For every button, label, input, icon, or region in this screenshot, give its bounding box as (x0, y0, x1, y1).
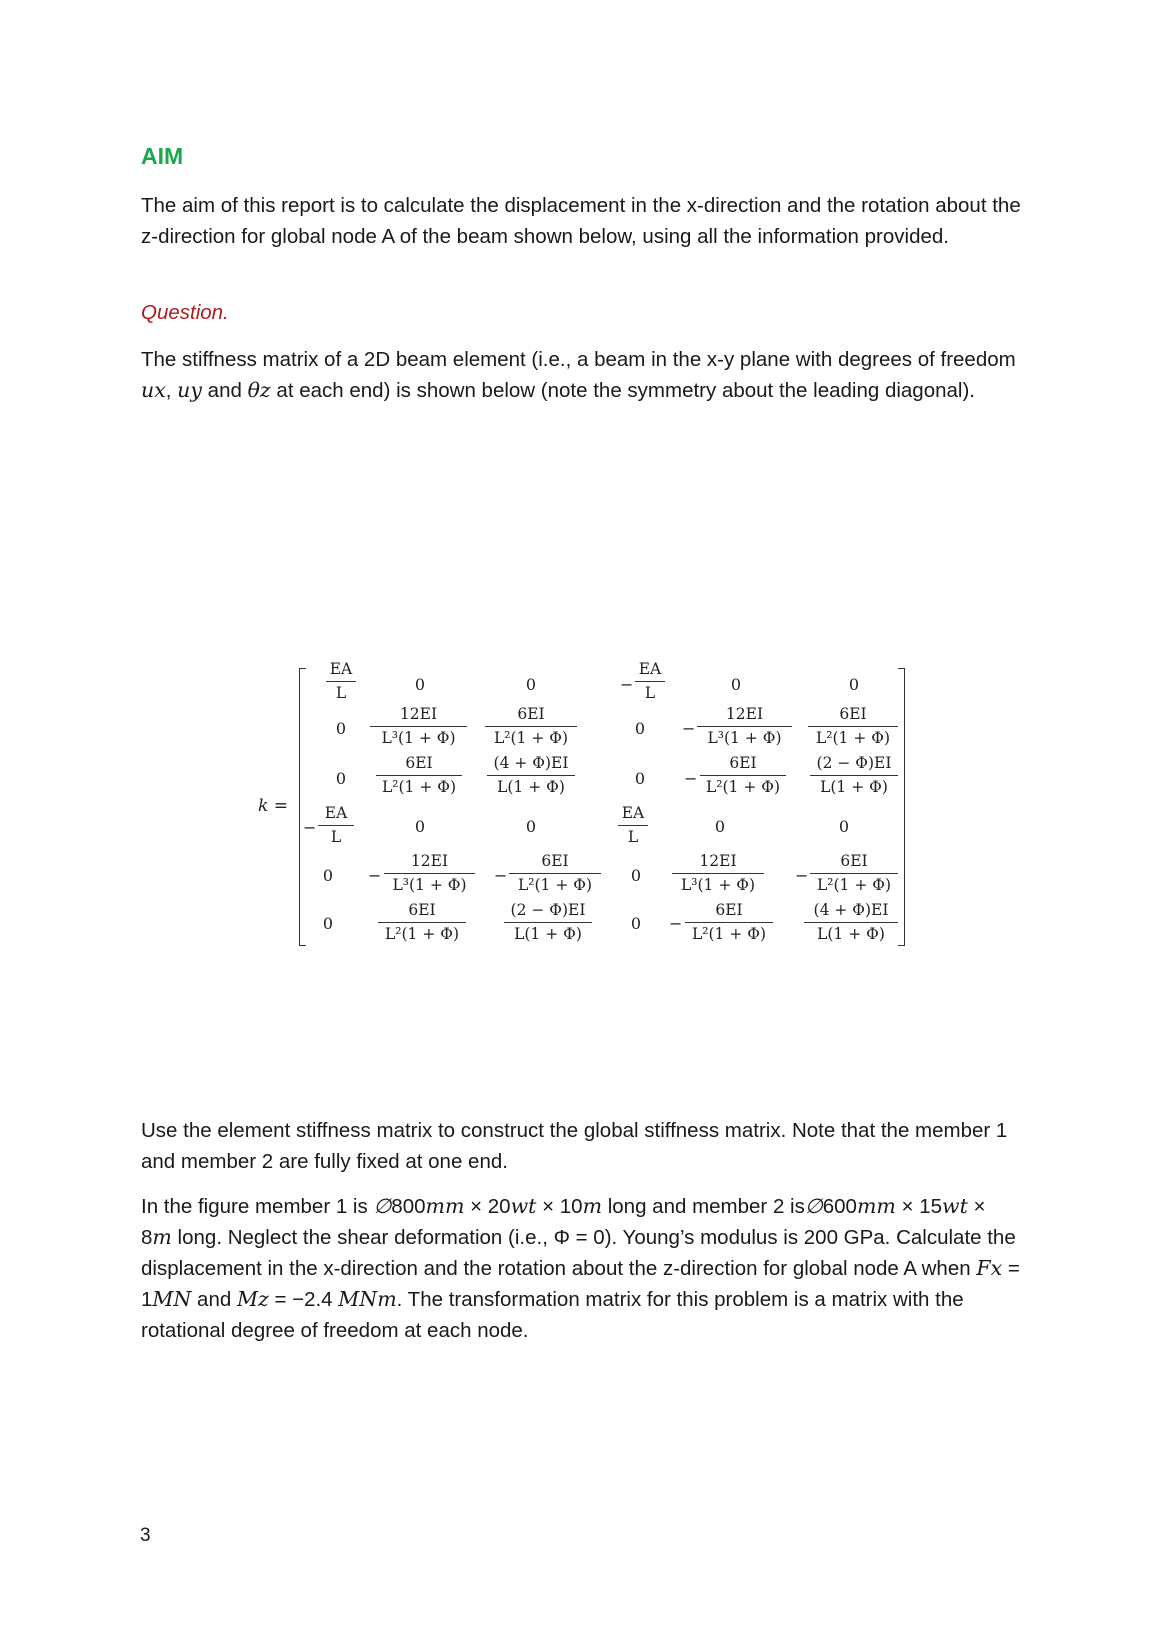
m-r5c3: 6EI L²(1 + Φ) (509, 850, 601, 897)
global-matrix-paragraph: Use the element stiffness matrix to construct the global stiffness matrix. Note that the member 1 and member 2 are fully fixed at one end. (141, 1119, 1008, 1173)
m-r3c5: 6EI L²(1 + Φ) (700, 752, 786, 799)
matrix-k-label: k = (258, 796, 288, 816)
m-r5c2-minus: − (368, 866, 382, 885)
m-r1c6: 0 (848, 675, 860, 694)
m-r6c5-minus: − (669, 914, 683, 933)
qp-and: and (201, 379, 248, 402)
m-r6c5: 6EI L²(1 + Φ) (685, 899, 773, 946)
m-r1c2: 0 (414, 675, 426, 694)
m-r2c6: 6EI L²(1 + Φ) (808, 703, 898, 750)
m-r1c5: 0 (730, 675, 742, 694)
dof-ux: ux (141, 378, 166, 402)
m-r5c1: 0 (322, 866, 334, 885)
m-r5c5: 12EI L³(1 + Φ) (672, 850, 764, 897)
m-r5c6-minus: − (795, 866, 809, 885)
matrix-right-bracket (898, 668, 905, 946)
m-r2c5-minus: − (682, 719, 696, 738)
dof-theta: θz (247, 378, 271, 402)
m-r5c3-minus: − (494, 866, 508, 885)
m-r5c6: 6EI L²(1 + Φ) (810, 850, 898, 897)
m-r2c5: 12EI L³(1 + Φ) (697, 703, 792, 750)
m-r3c5-minus: − (684, 769, 698, 788)
m-r2c1: 0 (335, 719, 347, 738)
m-r3c6: (2 − Φ)EI L(1 + Φ) (810, 752, 898, 799)
m-r2c3: 6EI L²(1 + Φ) (485, 703, 577, 750)
m-r4c4: EA L (618, 802, 648, 849)
m-r5c4: 0 (630, 866, 642, 885)
m-r3c1: 0 (335, 769, 347, 788)
aim-paragraph: The aim of this report is to calculate the displacement in the x-direction and the rotation about the z-direction for global node A of the beam shown below, using all the information provided. (141, 194, 1021, 248)
m-r6c4: 0 (630, 914, 642, 933)
m-r4c1: EA L (318, 802, 354, 849)
m-r3c3: (4 + Φ)EI L(1 + Φ) (487, 752, 575, 799)
aim-heading: AIM (141, 143, 184, 169)
m-r2c2: 12EI L³(1 + Φ) (370, 703, 467, 750)
m-r4c3: 0 (525, 817, 537, 836)
m-r4c6: 0 (838, 817, 850, 836)
dof-uy: uy (177, 378, 202, 402)
question-paragraph (141, 344, 1021, 406)
page-number: 3 (140, 1525, 151, 1546)
m-r1c1: EA L (326, 658, 356, 705)
m-r3c2: 6EI L²(1 + Φ) (376, 752, 462, 799)
m-r4c2: 0 (414, 817, 426, 836)
matrix-left-bracket (299, 668, 306, 946)
m-r6c6: (4 + Φ)EI L(1 + Φ) (804, 899, 898, 946)
m-r4c1-minus: − (303, 818, 317, 837)
m-r1c4-minus: − (620, 675, 634, 694)
m-r1c3: 0 (525, 675, 537, 694)
qp-text-2: at each end) is shown below (note the symmetry about the leading diagonal). (270, 379, 975, 402)
qp-text-1: The stiffness matrix of a 2D beam element (i.e., a beam in the x-y plane with degrees of freedom (141, 348, 1016, 371)
m-r5c2: 12EI L³(1 + Φ) (384, 850, 475, 897)
m-r6c3: (2 − Φ)EI L(1 + Φ) (504, 899, 592, 946)
m-r6c2: 6EI L²(1 + Φ) (378, 899, 466, 946)
m-r3c4: 0 (634, 769, 646, 788)
m-r2c4: 0 (634, 719, 646, 738)
question-label: Question. (141, 301, 229, 324)
problem-paragraph: In the figure member 1 is ∅800mm × 20wt × 10m long and member 2 is∅600mm × 15wt × 8m long. Neglect the shear deformation (i.e., Φ = 0). Young’s modulus is 200 GPa. Calculate the displacement in the x-direction and the rotation about the z-direction for global node A when Fx = 1MN and Mz = −2.4 MNm. The transformation matrix for this problem is a matrix with the rotational degree of freedom at each node. (141, 1194, 1020, 1342)
qp-sep: , (165, 379, 178, 402)
m-r6c1: 0 (322, 914, 334, 933)
m-r4c5: 0 (714, 817, 726, 836)
m-r1c4: EA L (635, 658, 665, 705)
